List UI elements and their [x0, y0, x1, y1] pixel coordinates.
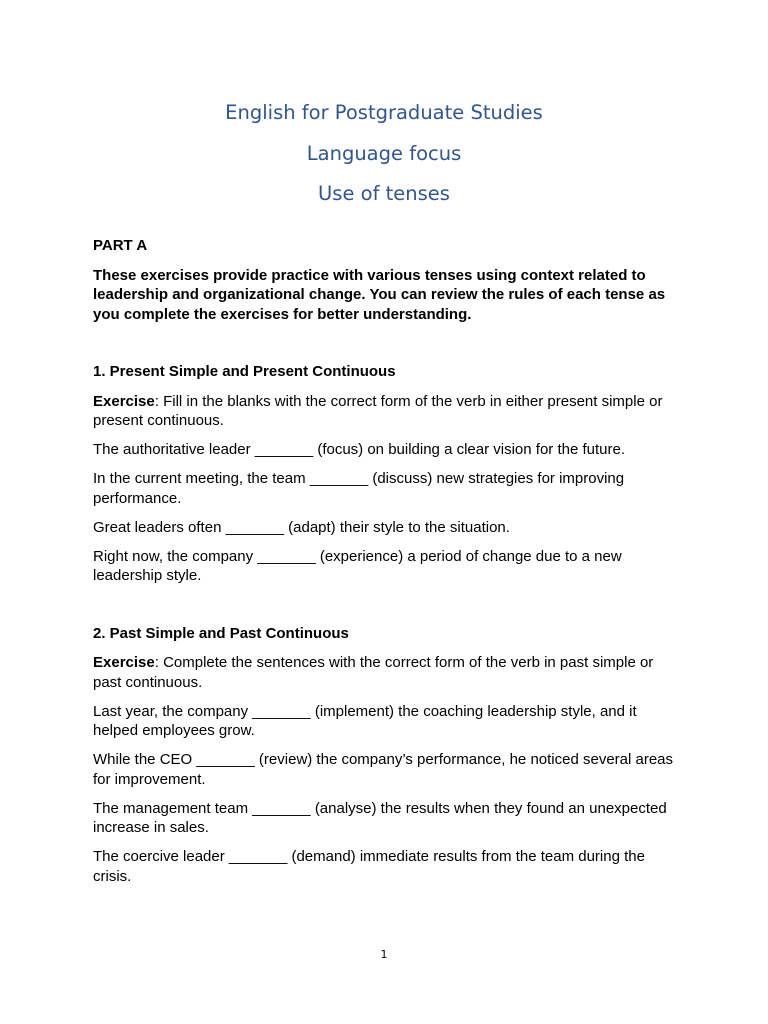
part-label: PART A [93, 237, 148, 254]
exercise-sentence: In the current meeting, the team _______ (discuss) new strategies for improving performance. [93, 470, 625, 507]
exercise-instructions [93, 392, 683, 431]
exercise-sentence: While the CEO _______ (review) the company’s performance, he noticed several areas for improvement. [93, 751, 674, 788]
exercise-label: Exercise [93, 392, 155, 410]
document-title-block [0, 98, 768, 220]
exercise-sentence: Great leaders often _______ (adapt) their style to the situation. [93, 518, 510, 536]
exercise-sentence: The authoritative leader _______ (focus) on building a clear vision for the future. [93, 441, 625, 458]
document-topic: Use of tenses [318, 182, 450, 205]
section-heading-present: 1. Present Simple and Present Continuous [93, 363, 396, 380]
document-title: English for Postgraduate Studies [225, 101, 543, 124]
exercise-sentence: Right now, the company _______ (experience) a period of change due to a new leadership style. [93, 547, 622, 584]
exercise-text: : Fill in the blanks with the correct form of the verb in either present simple or present continuous. [93, 392, 663, 429]
exercise-sentence: Last year, the company _______ (implement) the coaching leadership style, and it helped employees grow. [93, 702, 637, 739]
document-body [93, 236, 683, 896]
intro-paragraph: These exercises provide practice with various tenses using context related to leadership and organizational change. You can review the rules of each tense as you complete the exercises for better understanding. [93, 266, 666, 323]
document-subtitle: Language focus [306, 141, 462, 165]
exercise-label: Exercise [93, 654, 155, 671]
exercise-text: : Complete the sentences with the correct form of the verb in past simple or past continuous. [93, 654, 654, 691]
page-number: 1 [380, 948, 388, 961]
exercise-instructions [93, 653, 683, 692]
exercise-sentence: The coercive leader _______ (demand) immediate results from the team during the crisis. [93, 848, 645, 885]
section-heading-past: 2. Past Simple and Past Continuous [93, 624, 349, 642]
exercise-sentence: The management team _______ (analyse) the results when they found an unexpected increase in sales. [93, 799, 667, 836]
